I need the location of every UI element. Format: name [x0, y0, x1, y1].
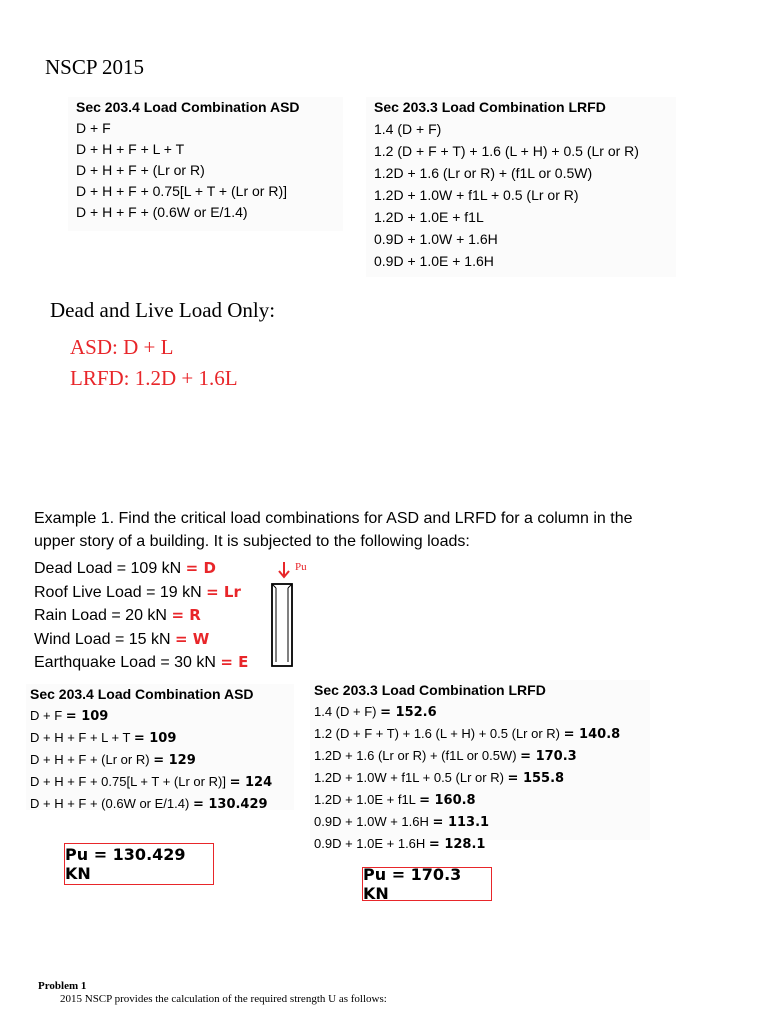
lrfd-line: 1.2D + 1.0W + f1L + 0.5 (Lr or R) — [374, 187, 579, 203]
example-lrfd-line: 1.4 (D + F) = 152.6 — [314, 704, 437, 720]
load-item — [34, 604, 248, 628]
load-text: Dead Load = 109 kN — [34, 560, 182, 577]
example-lrfd-line: 1.2D + 1.0W + f1L + 0.5 (Lr or R) = 155.8 — [314, 770, 565, 786]
load-text: Rain Load = 20 kN — [34, 607, 167, 624]
problem-section — [38, 980, 390, 1006]
asd-answer-box: Pu = 130.429 KN — [64, 843, 214, 885]
dead-live-title: Dead and Live Load Only: — [50, 298, 276, 322]
example-lrfd-line: 1.2D + 1.0E + f1L = 160.8 — [314, 792, 476, 808]
asd-line: D + H + F + (0.6W or E/1.4) — [76, 204, 248, 220]
example-asd-line: D + H + F + (0.6W or E/1.4) = 130.429 — [30, 796, 268, 812]
dead-live-asd: ASD: D + L — [70, 335, 174, 359]
lrfd-heading: Sec 203.3 Load Combination LRFD — [374, 99, 606, 115]
example-lrfd-line: 0.9D + 1.0W + 1.6H = 113.1 — [314, 814, 490, 830]
example-asd-line: D + H + F + L + T = 109 — [30, 730, 177, 746]
asd-line: D + F — [76, 120, 111, 136]
example-asd-line: D + F = 109 — [30, 708, 109, 724]
example-statement: Example 1. Find the critical load combinations for ASD and LRFD for a column in the upper story of a building. It is subjected to the following loads: — [34, 510, 633, 550]
page-title: NSCP 2015 — [45, 55, 145, 79]
lrfd-line: 1.2D + 1.6 (Lr or R) + (f1L or 0.5W) — [374, 165, 593, 181]
load-note: = E — [220, 653, 249, 671]
column-load-label: Pu — [295, 561, 307, 573]
problem-text: 2015 NSCP provides the calculation of the required strength U as follows: — [60, 993, 387, 1005]
example-asd-box — [26, 684, 294, 810]
example-lrfd-line: 1.2 (D + F + T) + 1.6 (L + H) + 0.5 (Lr or R) = 140.8 — [314, 726, 621, 742]
load-text: Wind Load = 15 kN — [34, 630, 171, 648]
load-note: = R — [171, 606, 201, 624]
lrfd-line: 1.2 (D + F + T) + 1.6 (L + H) + 0.5 (Lr or R) — [374, 143, 639, 159]
load-text: Earthquake Load = 30 kN — [34, 654, 216, 671]
load-note: = D — [185, 559, 216, 577]
lrfd-combinations-box — [366, 97, 676, 277]
asd-line: D + H + F + 0.75[L + T + (Lr or R)] — [76, 183, 287, 199]
load-item — [34, 651, 248, 675]
lrfd-line: 0.9D + 1.0W + 1.6H — [374, 231, 498, 247]
example-asd-line: D + H + F + (Lr or R) = 129 — [30, 752, 196, 768]
lrfd-line: 0.9D + 1.0E + 1.6H — [374, 253, 494, 269]
lrfd-answer-box: Pu = 170.3 KN — [362, 867, 492, 901]
load-note: = Lr — [206, 582, 241, 601]
asd-line: D + H + F + L + T — [76, 141, 185, 157]
load-item — [34, 557, 248, 581]
column-sketch-icon — [262, 558, 322, 670]
asd-heading: Sec 203.4 Load Combination ASD — [76, 99, 300, 115]
example-lrfd-heading: Sec 203.3 Load Combination LRFD — [314, 682, 546, 698]
load-item — [34, 581, 248, 605]
load-text: Roof Live Load = 19 kN — [34, 583, 202, 601]
lrfd-line: 1.2D + 1.0E + f1L — [374, 209, 484, 225]
example-lrfd-line: 1.2D + 1.6 (Lr or R) + (f1L or 0.5W) = 170.3 — [314, 748, 577, 764]
load-note: = W — [174, 629, 210, 648]
example-asd-line: D + H + F + 0.75[L + T + (Lr or R)] = 124 — [30, 774, 273, 790]
example-asd-heading: Sec 203.4 Load Combination ASD — [30, 686, 254, 702]
dead-live-lrfd: LRFD: 1.2D + 1.6L — [70, 366, 238, 390]
loads-list — [34, 557, 248, 675]
example-lrfd-box — [310, 680, 650, 852]
load-item — [34, 628, 248, 652]
asd-line: D + H + F + (Lr or R) — [76, 162, 205, 178]
example-lrfd-line: 0.9D + 1.0E + 1.6H = 128.1 — [314, 836, 486, 852]
lrfd-line: 1.4 (D + F) — [374, 121, 442, 137]
problem-heading: Problem 1 — [38, 980, 87, 992]
asd-combinations-box — [68, 97, 343, 231]
